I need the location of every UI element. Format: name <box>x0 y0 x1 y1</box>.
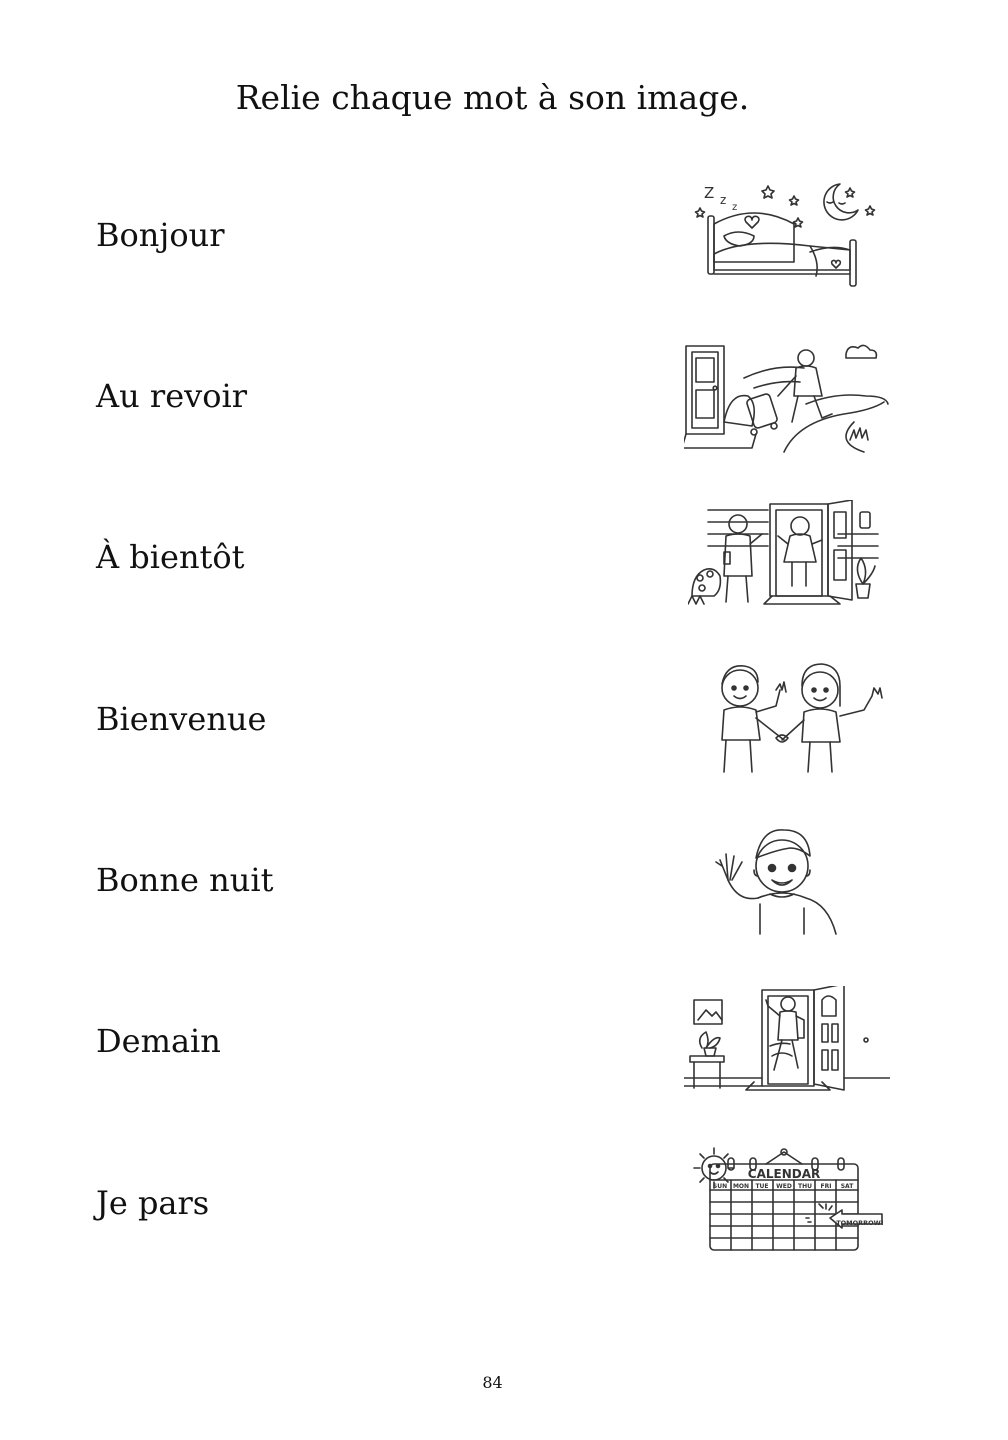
svg-text:Z: Z <box>704 184 715 202</box>
welcome-at-door-icon <box>684 986 890 1098</box>
picture-7[interactable] <box>688 1146 884 1258</box>
instruction-title: Relie chaque mot à son image. <box>235 78 750 117</box>
calendar-tomorrow-icon <box>688 1146 884 1258</box>
word-a-bientot[interactable]: À bientôt <box>96 538 245 576</box>
picture-1[interactable] <box>690 180 882 290</box>
calendar-day: TUE <box>755 1183 769 1190</box>
picture-6[interactable] <box>684 986 890 1098</box>
tomorrow-arrow-label: TOMORROW! <box>836 1219 884 1227</box>
leaving-with-suitcase-icon <box>684 342 890 454</box>
calendar-day: MON <box>732 1183 750 1190</box>
word-je-pars[interactable]: Je pars <box>96 1184 210 1222</box>
word-demain[interactable]: Demain <box>96 1022 221 1060</box>
see-you-soon-at-door-icon <box>688 500 884 612</box>
calendar-day: FRI <box>820 1183 832 1190</box>
calendar-day: SAT <box>840 1183 854 1190</box>
calendar-day: THU <box>798 1183 812 1190</box>
picture-4[interactable] <box>700 662 886 774</box>
svg-text:z: z <box>720 193 727 207</box>
picture-5[interactable] <box>708 824 848 936</box>
word-bonjour[interactable]: Bonjour <box>96 216 225 254</box>
picture-3[interactable] <box>688 500 884 612</box>
word-bienvenue[interactable]: Bienvenue <box>96 700 267 738</box>
svg-text:z: z <box>732 202 738 213</box>
calendar-day: SUN <box>712 1183 728 1190</box>
page-number: 84 <box>482 1373 503 1392</box>
word-bonne-nuit[interactable]: Bonne nuit <box>96 861 274 899</box>
word-au-revoir[interactable]: Au revoir <box>96 377 247 415</box>
bed-night-icon <box>690 180 882 290</box>
calendar-day: WED <box>776 1183 792 1190</box>
handshake-greeting-icon <box>700 662 886 774</box>
waving-boy-icon <box>708 824 848 936</box>
picture-2[interactable] <box>684 342 890 454</box>
calendar-title: CALENDAR <box>747 1167 821 1181</box>
